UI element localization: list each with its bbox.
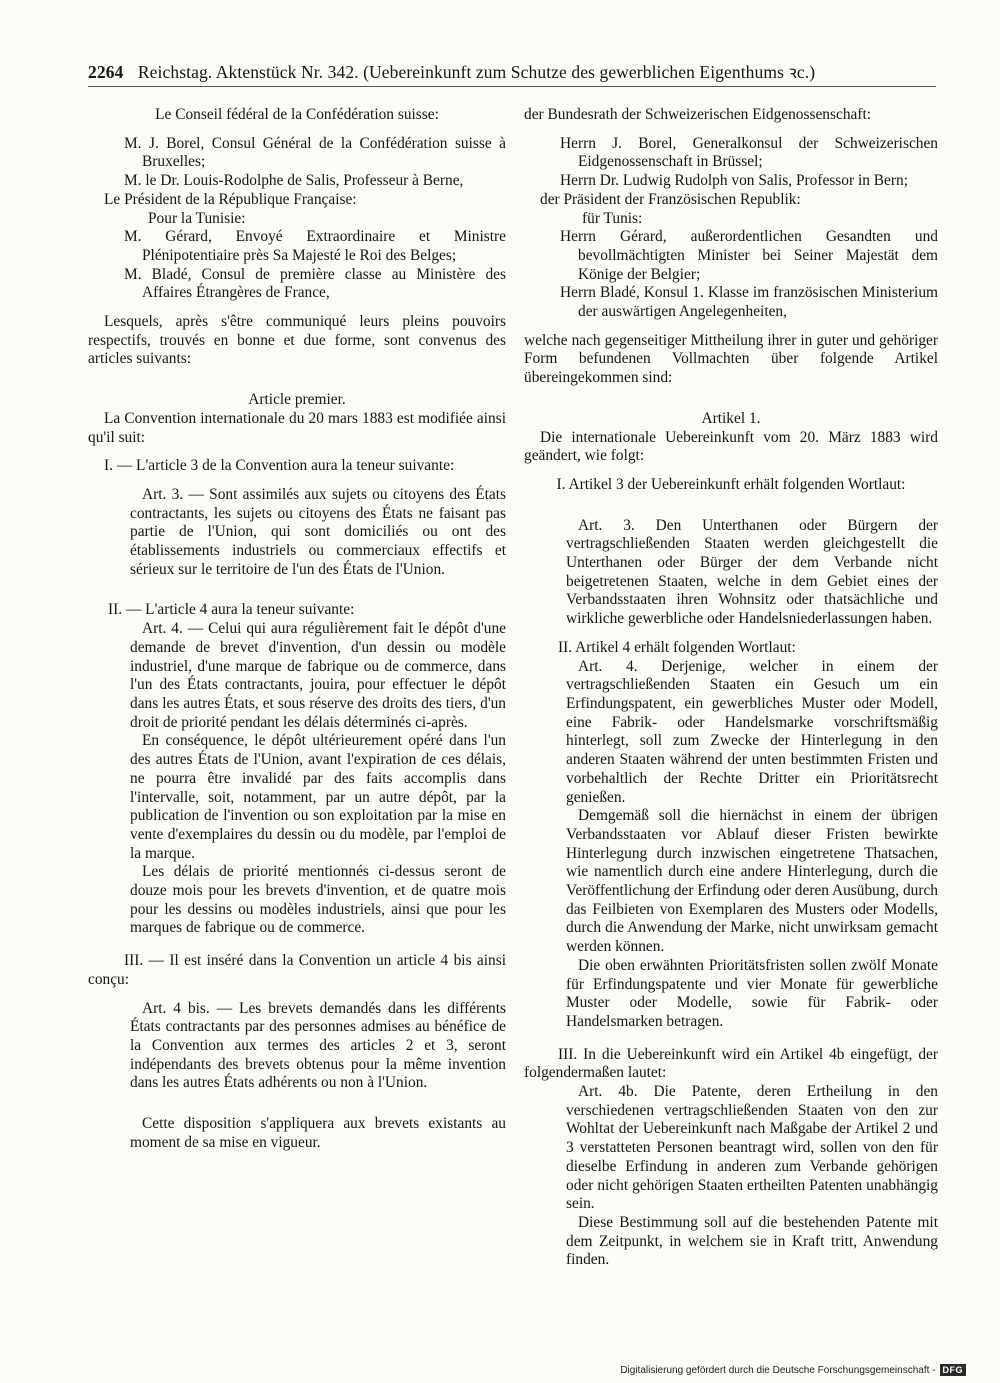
fr-delegate-gerard: M. Gérard, Envoyé Extraordinaire et Ministre Plénipotentiaire près Sa Majesté le Roi des Belges; [124,228,506,264]
de-section-2: II. Artikel 4 erhält folgenden Wortlaut: [558,638,796,656]
page-number: 2264 [88,62,124,82]
de-delegate-salis: Herrn Dr. Ludwig Rudolph von Salis, Professor in Bern; [560,172,908,190]
de-delegate-borel: Herrn J. Borel, Generalkonsul der Schweizerischen Eidgenossenschaft in Brüssel; [560,134,938,171]
fr-art-4bis: Art. 4 bis. — Les brevets demandés dans les différents États contractants par des personnes admises au bénéfice de la Convention aux termes des articles 2 et 3, seront indépendants des brevets obtenus pour la même invention dans les autres États adhérents ou non à l'Union. [130,999,506,1092]
de-art-4b-application: Diese Bestimmung soll auf die bestehenden Patente mit dem Zeitpunkt, in welchem sie in Kraft tritt, Anwendung finden. [566,1213,938,1269]
fr-tunisia: Pour la Tunisie: [148,209,246,227]
fr-art-4: Art. 4. — Celui qui aura régulièrement fait le dépôt d'une demande de brevet d'invention, d'un dessin ou modèle industriel, d'une marque de fabrique ou de commerce, dans l'un des États contractants, jouira, pour effectuer le dépôt dans les autres États, et sous réserve des droits des tiers, d'un droit de priorité pendant les délais déterminés ci-après. [130,620,506,731]
de-party-france: der Präsident der Französischen Republik: [540,190,801,208]
funding-note: Digitalisierung gefördert durch die Deutsche Forschungsgemeinschaft - [620,1364,936,1376]
header-rule [88,86,936,87]
fr-art-4-delays: Les délais de priorité mentionnés ci-dessus seront de douze mois pour les brevets d'invention, et de quatre mois pour les dessins ou modèles industriels, ainsi que pour les marques de fabrique ou de commerce. [130,863,506,937]
de-party-swiss: der Bundesrath der Schweizerischen Eidgenossenschaft: [524,106,872,123]
fr-party-france: Le Président de la République Française: [104,190,357,208]
de-art-4: Art. 4. Derjenige, welcher in einem der vertragschließenden Staaten ein Gesuch um ein Erfindungspatent, ein gewerbliches Muster oder Modell, eine Fabrik- oder Handelsmarke vorschriftsmäßig hinterlegt, soll zum Zwecke der Hinterlegung in den anderen Staaten während der unten bestimmten Fristen und vorbehaltlich der Rechte Dritter ein Prioritätsrecht genießen. [566,657,938,806]
fr-art-3: Art. 3. — Sont assimilés aux sujets ou citoyens des États contractants, les sujets ou citoyens des États ne faisant pas partie de l'Union, qui sont domiciliés ou ont des établissements industriels ou commerciaux effectifs et sérieux sur le territoire de l'un des États de l'Union. [130,485,506,578]
page-header [88,60,928,84]
fr-section-3: III. — Il est inséré dans la Convention un article 4 bis ainsi conçu: [88,952,506,988]
fr-section-1: I. — L'article 3 de la Convention aura la teneur suivante: [104,457,455,475]
de-article-intro: Die internationale Uebereinkunft vom 20. März 1883 wird geändert, wie folgt: [524,428,938,465]
fr-section-2: II. — L'article 4 aura la teneur suivante: [108,601,355,619]
de-delegate-gerard: Herrn Gérard, außerordentlichen Gesandten und bevollmächtigten Minister bei Seiner Majestät dem Könige der Belgier; [560,228,938,283]
fr-delegate-salis: M. le Dr. Louis-Rodolphe de Salis, Professeur à Berne, [124,172,464,190]
german-column [524,106,938,1270]
fr-preamble: Lesquels, après s'être communiqué leurs pleins pouvoirs respectifs, trouvés en bonne et due forme, sont convenus des articles suivants: [88,313,506,368]
de-art-3: Art. 3. Den Unterthanen oder Bürgern der vertragschließenden Staaten werden gleichgestellt die Unterthanen oder Bürger der dem Verbande nicht beigetretenen Staaten, welche in dem Gebiet eines der Verbandsstaaten ihren Wohnsitz oder thatsächliche und wirkliche gewerbliche oder Handelsniederlassungen haben. [566,516,938,628]
de-article-heading: Artikel 1. [701,409,761,427]
de-section-1: I. Artikel 3 der Uebereinkunft erhält folgenden Wortlaut: [556,475,906,493]
digitization-footer [620,1364,966,1376]
french-column [88,106,506,1152]
de-section-3: III. In die Uebereinkunft wird ein Artikel 4b eingefügt, der folgendermaßen lautet: [524,1045,938,1082]
de-art-4-periods: Die oben erwähnten Prioritätsfristen sollen zwölf Monate für Erfindungspatente und vier Monate für gewerbliche Muster oder Modelle, sowie für Fabrik- oder Handelsmarken betragen. [566,956,938,1030]
de-art-4b: Art. 4b. Die Patente, deren Ertheilung in den verschiedenen vertragschließenden Staaten von den zur Wohltat der Uebereinkunft nach Maßgabe der Artikel 2 und 3 verstatteten Personen beantragt wird, sollen von den für dieselbe Erfindung in anderen zum Verbande gehörigen oder nicht gehörigen Staaten ertheilten Patenten unabhängig sein. [566,1083,938,1213]
dfg-logo-icon: DFG [940,1364,967,1376]
de-tunisia: für Tunis: [582,209,643,227]
fr-delegate-blade: M. Bladé, Consul de première classe au Ministère des Affaires Étrangères de France, [124,265,506,302]
fr-delegate-borel: M. J. Borel, Consul Général de la Confédération suisse à Bruxelles; [124,134,506,171]
fr-article-heading: Article premier. [248,391,346,409]
de-art-4-consequence: Demgemäß soll die hiernächst in einem der übrigen Verbandsstaaten vor Ablauf dieser Fristen bewirkte Hinterlegung durch inzwischen eingetretene Thatsachen, wie namentlich durch eine andere Hinterlegung, durch die Veröffentlichung der Erfindung oder deren Ausübung, durch das Feilbieten von Exemplaren des Musters oder Modells, durch die Anwendung der Marke, nicht unwirksam gemacht werden können. [566,807,938,956]
running-title: Reichstag. Aktenstück Nr. 342. (Uebereinkunft zum Schutze des gewerblichen Eigenthums ꝛc.) [137,62,816,82]
de-preamble: welche nach gegenseitiger Mittheilung ihrer in guter und gehöriger Form befundenen Vollmachten über folgende Artikel übereingekommen sind: [524,331,938,387]
fr-article-intro: La Convention internationale du 20 mars 1883 est modifiée ainsi qu'il suit: [88,409,506,446]
de-delegate-blade: Herrn Bladé, Konsul 1. Klasse im französischen Ministerium der auswärtigen Angelegenheiten, [560,284,938,321]
fr-party-swiss: Le Conseil fédéral de la Confédération suisse: [155,106,439,123]
fr-art-4bis-application: Cette disposition s'appliquera aux brevets existants au moment de sa mise en vigueur. [130,1115,506,1151]
fr-art-4-consequence: En conséquence, le dépôt ultérieurement opéré dans l'un des autres États de l'Union, avant l'expiration de ces délais, ne pourra être invalidé par des faits accomplis dans l'intervalle, soit, notamment, par un autre dépôt, par la publication de l'invention ou son exploitation par la mise en vente d'exemplaires du dessin ou du modèle, par l'emploi de la marque. [130,732,506,862]
